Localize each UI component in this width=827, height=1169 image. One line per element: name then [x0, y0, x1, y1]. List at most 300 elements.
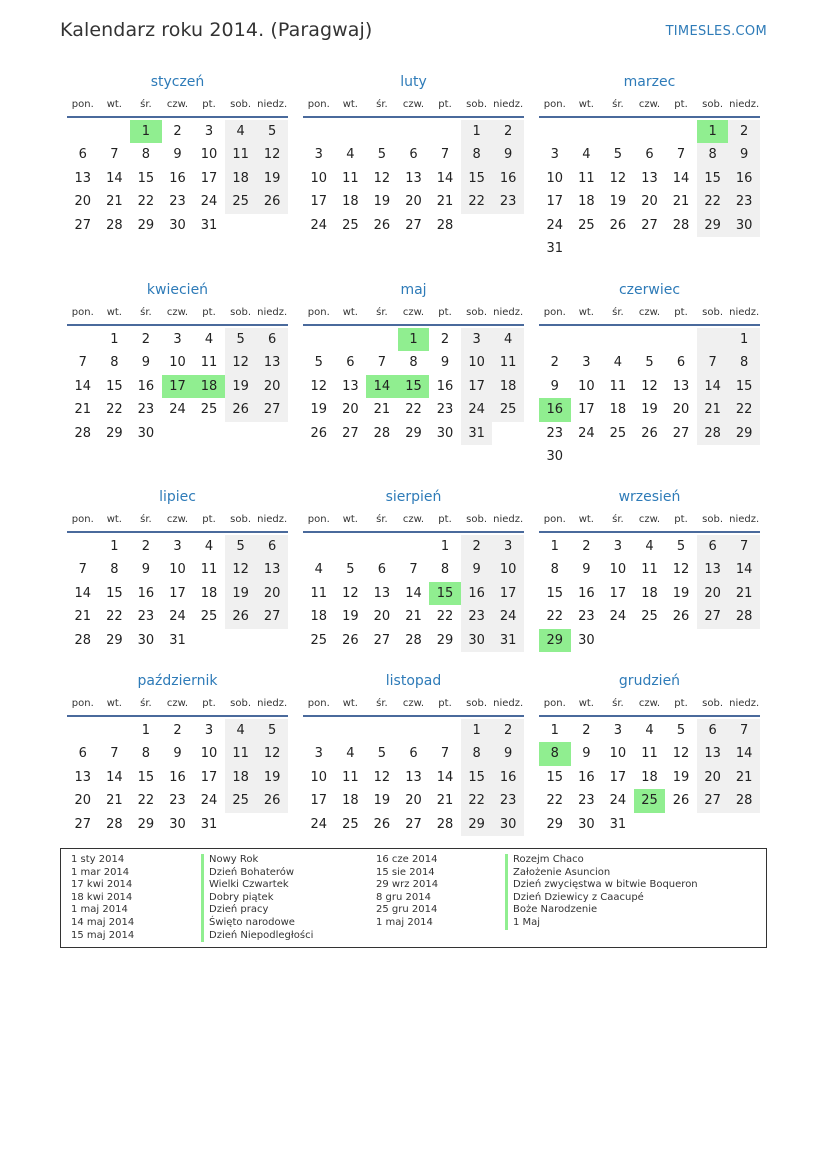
- day-cell: 20: [405, 793, 422, 809]
- day-cell: 14: [672, 170, 690, 186]
- day-cell: 26: [609, 217, 627, 233]
- weekday-label: pt.: [674, 697, 688, 709]
- day-cell: 7: [78, 355, 87, 371]
- day-cell: 22: [546, 793, 564, 809]
- day-cell: 21: [436, 194, 454, 210]
- day-cell: 13: [256, 558, 288, 581]
- legend-dates-left: [71, 854, 134, 942]
- day-cell: 19: [256, 766, 288, 789]
- day-cell: 12: [672, 746, 690, 762]
- day-cell: 17: [546, 194, 564, 210]
- weekday-label: pt.: [438, 513, 452, 525]
- day-cell: 13: [74, 769, 92, 785]
- empty-cell: [67, 328, 99, 351]
- day-cell: 3: [492, 535, 524, 558]
- day-cell: 12: [342, 585, 359, 601]
- weekday-label: niedz.: [257, 306, 288, 318]
- day-cell: 9: [492, 742, 524, 765]
- day-cell: 20: [74, 194, 92, 210]
- day-cell: 15: [398, 375, 430, 398]
- holiday-name: 1 Maj: [505, 917, 698, 930]
- day-cell: 10: [492, 558, 524, 581]
- day-cell: 7: [440, 147, 450, 163]
- day-cell: 4: [204, 539, 214, 554]
- day-cell: 12: [609, 170, 627, 186]
- weekday-label: niedz.: [493, 98, 524, 110]
- day-cell: 8: [728, 351, 760, 374]
- empty-cell: [571, 445, 603, 468]
- day-cell: 7: [110, 147, 119, 163]
- day-cell: 1: [440, 539, 450, 554]
- weekday-label: sob.: [702, 98, 724, 110]
- weekday-label: pt.: [674, 513, 688, 525]
- day-cell: 11: [310, 585, 328, 601]
- day-cell: 8: [539, 742, 571, 765]
- day-cell: 6: [676, 355, 686, 371]
- day-cell: 22: [697, 190, 729, 213]
- weekday-label: pt.: [674, 98, 688, 110]
- weekday-label: wt.: [578, 697, 594, 709]
- month-name: listopad: [385, 673, 442, 689]
- weekday-label: niedz.: [729, 513, 760, 525]
- day-cell: 5: [676, 539, 686, 554]
- brand-link[interactable]: TIMESLES.COM: [665, 24, 767, 39]
- weekday-label: pon.: [71, 697, 94, 709]
- day-cell: 20: [697, 582, 729, 605]
- day-cell: 3: [204, 124, 214, 139]
- day-cell: 22: [546, 609, 564, 625]
- day-cell: 22: [137, 194, 155, 210]
- day-cell: 24: [578, 425, 595, 441]
- empty-cell: [634, 629, 666, 652]
- holiday-name: Nowy Rok: [201, 854, 313, 867]
- day-cell: 7: [110, 746, 119, 762]
- weekday-label: pon.: [307, 306, 330, 318]
- holiday-date: 16 cze 2014: [376, 854, 438, 865]
- day-cell: 2: [141, 332, 151, 347]
- weekday-label: niedz.: [729, 306, 760, 318]
- empty-cell: [366, 535, 398, 558]
- day-cell: 1: [461, 120, 493, 143]
- weekday-label: pon.: [543, 98, 566, 110]
- empty-cell: [571, 328, 603, 351]
- empty-cell: [256, 813, 288, 836]
- day-cell: 9: [492, 143, 524, 166]
- day-cell: 13: [256, 351, 288, 374]
- day-cell: 19: [609, 194, 627, 210]
- holiday-name: Wielki Czwartek: [201, 879, 313, 892]
- weekday-label: czw.: [166, 98, 189, 110]
- day-cell: 25: [342, 217, 359, 233]
- month-block: [67, 671, 288, 836]
- weekday-label: pon.: [543, 306, 566, 318]
- month-block: [303, 671, 524, 836]
- day-cell: 5: [613, 147, 623, 163]
- day-cell: 14: [366, 375, 398, 398]
- empty-cell: [398, 719, 430, 742]
- day-cell: 15: [429, 582, 461, 605]
- month-block: [303, 487, 524, 652]
- weekday-label: sob.: [230, 306, 252, 318]
- weekday-label: śr.: [612, 98, 624, 110]
- day-cell: 28: [436, 217, 454, 233]
- day-cell: 2: [492, 120, 524, 143]
- day-cell: 9: [141, 355, 151, 371]
- month-name: październik: [137, 673, 218, 689]
- day-cell: 24: [169, 402, 186, 418]
- day-cell: 13: [672, 378, 690, 394]
- day-cell: 14: [74, 378, 92, 394]
- empty-cell: [492, 422, 524, 445]
- empty-cell: [634, 445, 666, 468]
- day-cell: 14: [436, 769, 454, 785]
- day-cell: 9: [461, 558, 493, 581]
- day-cell: 20: [641, 194, 658, 210]
- day-cell: 28: [697, 422, 729, 445]
- day-cell: 1: [697, 120, 729, 143]
- day-cell: 11: [225, 143, 257, 166]
- day-grid: [539, 118, 760, 260]
- day-cell: 20: [74, 793, 92, 809]
- month-name: kwiecień: [146, 282, 209, 298]
- weekday-label: śr.: [376, 306, 388, 318]
- day-cell: 30: [169, 217, 186, 233]
- day-cell: 16: [169, 170, 186, 186]
- day-cell: 22: [436, 609, 454, 625]
- day-cell: 12: [672, 562, 690, 578]
- day-cell: 23: [461, 605, 493, 628]
- day-cell: 7: [697, 351, 729, 374]
- day-cell: 31: [200, 217, 218, 233]
- day-cell: 13: [74, 170, 92, 186]
- month-name: sierpień: [385, 489, 442, 505]
- weekday-label: śr.: [376, 513, 388, 525]
- day-cell: 2: [582, 723, 591, 738]
- empty-cell: [571, 120, 603, 143]
- empty-cell: [728, 445, 760, 468]
- empty-cell: [429, 120, 461, 143]
- day-cell: 4: [225, 120, 257, 143]
- day-cell: 21: [728, 582, 760, 605]
- empty-cell: [366, 719, 398, 742]
- day-cell: 8: [461, 143, 493, 166]
- day-cell: 8: [141, 746, 151, 762]
- empty-cell: [665, 813, 697, 836]
- day-cell: 3: [582, 355, 591, 371]
- day-cell: 18: [193, 375, 225, 398]
- day-cell: 11: [641, 746, 658, 762]
- day-cell: 1: [141, 723, 151, 738]
- day-cell: 26: [672, 609, 690, 625]
- day-cell: 8: [550, 562, 559, 578]
- day-cell: 23: [546, 425, 564, 441]
- empty-cell: [665, 237, 697, 260]
- day-cell: 17: [169, 585, 186, 601]
- month-block: [303, 72, 524, 237]
- day-cell: 2: [173, 723, 182, 738]
- day-cell: 3: [314, 147, 323, 163]
- day-cell: 23: [492, 190, 524, 213]
- weekday-label: pt.: [438, 98, 452, 110]
- day-grid: [303, 118, 524, 237]
- day-cell: 5: [676, 723, 686, 738]
- weekday-label: wt.: [342, 697, 358, 709]
- empty-cell: [256, 214, 288, 237]
- day-cell: 6: [346, 355, 355, 371]
- holiday-name: Dzień Dziewicy z Caacupé: [505, 892, 698, 905]
- month-block: [67, 487, 288, 652]
- day-cell: 4: [225, 719, 257, 742]
- day-cell: 30: [578, 816, 595, 832]
- day-cell: 20: [672, 402, 690, 418]
- day-cell: 9: [141, 562, 151, 578]
- day-cell: 17: [162, 375, 194, 398]
- empty-cell: [697, 813, 729, 836]
- day-cell: 17: [609, 769, 627, 785]
- day-cell: 29: [106, 632, 123, 648]
- holiday-name: Dzień Bohaterów: [201, 867, 313, 880]
- day-cell: 22: [106, 402, 123, 418]
- day-cell: 2: [582, 539, 591, 554]
- holiday-date: 1 maj 2014: [71, 904, 128, 916]
- day-cell: 12: [373, 769, 391, 785]
- day-cell: 26: [373, 816, 391, 832]
- day-cell: 26: [672, 793, 690, 809]
- day-cell: 10: [310, 170, 328, 186]
- day-cell: 7: [728, 535, 760, 558]
- empty-cell: [335, 120, 367, 143]
- holiday-name: Dobry piątek: [201, 892, 313, 905]
- day-cell: 2: [440, 332, 450, 347]
- day-grid: [303, 326, 524, 445]
- empty-cell: [602, 445, 634, 468]
- day-cell: 22: [137, 793, 155, 809]
- day-cell: 8: [697, 143, 729, 166]
- holiday-date: 18 kwi 2014: [71, 891, 133, 903]
- weekday-header: [539, 507, 760, 533]
- day-cell: 17: [461, 375, 493, 398]
- day-cell: 24: [609, 609, 627, 625]
- empty-cell: [256, 422, 288, 445]
- weekday-label: pon.: [543, 513, 566, 525]
- day-cell: 5: [346, 562, 355, 578]
- day-cell: 23: [169, 793, 186, 809]
- empty-cell: [99, 120, 131, 143]
- day-cell: 29: [546, 816, 564, 832]
- holiday-name: Dzień pracy: [201, 904, 313, 917]
- empty-cell: [602, 237, 634, 260]
- day-cell: 28: [106, 217, 123, 233]
- day-cell: 30: [436, 425, 454, 441]
- day-cell: 18: [609, 402, 627, 418]
- day-cell: 27: [256, 398, 288, 421]
- day-cell: 23: [137, 402, 155, 418]
- day-cell: 5: [314, 355, 323, 371]
- month-name: grudzień: [618, 673, 681, 689]
- holiday-date: 25 gru 2014: [376, 904, 438, 916]
- day-cell: 17: [200, 769, 218, 785]
- weekday-label: sob.: [702, 513, 724, 525]
- day-cell: 16: [137, 378, 155, 394]
- day-cell: 6: [697, 719, 729, 742]
- day-cell: 6: [697, 535, 729, 558]
- month-name: wrzesień: [618, 489, 681, 505]
- holiday-date: 15 maj 2014: [71, 929, 135, 941]
- empty-cell: [571, 237, 603, 260]
- weekday-header: [67, 92, 288, 118]
- day-cell: 16: [728, 167, 760, 190]
- day-cell: 18: [641, 769, 658, 785]
- day-cell: 10: [200, 746, 218, 762]
- day-cell: 10: [200, 147, 218, 163]
- day-cell: 9: [728, 143, 760, 166]
- weekday-label: sob.: [466, 306, 488, 318]
- day-cell: 17: [578, 402, 595, 418]
- day-cell: 21: [672, 194, 690, 210]
- day-cell: 25: [641, 609, 658, 625]
- day-cell: 26: [373, 217, 391, 233]
- weekday-label: pt.: [438, 697, 452, 709]
- weekday-header: [303, 507, 524, 533]
- day-cell: 23: [137, 609, 155, 625]
- day-cell: 15: [461, 167, 493, 190]
- day-cell: 14: [436, 170, 454, 186]
- day-cell: 29: [137, 217, 155, 233]
- weekday-header: [539, 300, 760, 326]
- day-cell: 5: [225, 535, 257, 558]
- day-cell: 28: [373, 425, 391, 441]
- weekday-label: sob.: [230, 513, 252, 525]
- weekday-header: [539, 691, 760, 717]
- weekday-label: czw.: [402, 513, 425, 525]
- weekday-label: wt.: [106, 306, 122, 318]
- day-cell: 25: [578, 217, 595, 233]
- day-cell: 16: [578, 769, 595, 785]
- day-cell: 15: [137, 769, 155, 785]
- day-cell: 28: [74, 632, 92, 648]
- day-cell: 13: [373, 585, 391, 601]
- day-cell: 23: [436, 402, 454, 418]
- day-cell: 29: [461, 813, 493, 836]
- weekday-label: sob.: [230, 98, 252, 110]
- day-cell: 22: [728, 398, 760, 421]
- weekday-label: śr.: [140, 98, 152, 110]
- day-cell: 19: [256, 167, 288, 190]
- day-cell: 14: [697, 375, 729, 398]
- day-cell: 13: [405, 170, 422, 186]
- day-cell: 1: [110, 332, 119, 347]
- day-cell: 6: [645, 147, 654, 163]
- weekday-label: pon.: [307, 697, 330, 709]
- empty-cell: [492, 214, 524, 237]
- day-cell: 28: [405, 632, 422, 648]
- day-cell: 6: [256, 535, 288, 558]
- day-cell: 23: [578, 609, 595, 625]
- day-cell: 13: [641, 170, 658, 186]
- weekday-label: sob.: [702, 306, 724, 318]
- day-cell: 12: [310, 378, 328, 394]
- legend-names-right: [505, 854, 698, 930]
- weekday-label: czw.: [638, 513, 661, 525]
- day-cell: 3: [550, 147, 559, 163]
- holiday-date: 1 mar 2014: [71, 866, 130, 878]
- weekday-label: czw.: [166, 306, 189, 318]
- day-cell: 9: [173, 746, 182, 762]
- day-cell: 5: [377, 746, 387, 762]
- day-grid: [303, 533, 524, 652]
- day-cell: 5: [256, 120, 288, 143]
- day-grid: [303, 717, 524, 836]
- day-cell: 11: [200, 562, 218, 578]
- weekday-label: wt.: [342, 306, 358, 318]
- day-cell: 8: [461, 742, 493, 765]
- month-name: marzec: [623, 74, 676, 90]
- weekday-label: sob.: [466, 697, 488, 709]
- empty-cell: [193, 422, 225, 445]
- day-cell: 20: [373, 609, 391, 625]
- legend-dates-right: [376, 854, 438, 930]
- day-grid: [539, 326, 760, 468]
- day-cell: 19: [373, 793, 391, 809]
- empty-cell: [162, 422, 194, 445]
- weekday-label: wt.: [578, 306, 594, 318]
- day-cell: 27: [74, 217, 92, 233]
- weekday-label: sob.: [230, 697, 252, 709]
- day-cell: 2: [461, 535, 493, 558]
- day-cell: 21: [728, 766, 760, 789]
- holiday-name: Rozejm Chaco: [505, 854, 698, 867]
- day-cell: 12: [641, 378, 658, 394]
- day-cell: 22: [461, 789, 493, 812]
- day-grid: [67, 326, 288, 445]
- day-cell: 29: [697, 214, 729, 237]
- day-cell: 18: [225, 167, 257, 190]
- day-cell: 16: [461, 582, 493, 605]
- empty-cell: [303, 535, 335, 558]
- weekday-label: czw.: [638, 697, 661, 709]
- day-cell: 3: [204, 723, 214, 738]
- day-cell: 12: [256, 143, 288, 166]
- day-cell: 24: [492, 605, 524, 628]
- weekday-header: [539, 92, 760, 118]
- day-cell: 23: [728, 190, 760, 213]
- day-cell: 30: [461, 629, 493, 652]
- day-cell: 5: [256, 719, 288, 742]
- empty-cell: [303, 120, 335, 143]
- day-cell: 21: [697, 398, 729, 421]
- empty-cell: [461, 214, 493, 237]
- day-cell: 28: [74, 425, 92, 441]
- day-cell: 27: [256, 605, 288, 628]
- weekday-label: wt.: [106, 513, 122, 525]
- day-cell: 10: [578, 378, 595, 394]
- day-grid: [539, 533, 760, 652]
- day-cell: 9: [582, 562, 591, 578]
- weekday-label: śr.: [612, 697, 624, 709]
- weekday-header: [303, 691, 524, 717]
- day-cell: 8: [141, 147, 151, 163]
- weekday-header: [303, 92, 524, 118]
- empty-cell: [728, 813, 760, 836]
- day-cell: 11: [200, 355, 218, 371]
- day-cell: 30: [169, 816, 186, 832]
- day-cell: 25: [634, 789, 666, 812]
- day-cell: 26: [256, 190, 288, 213]
- day-cell: 27: [373, 632, 391, 648]
- empty-cell: [193, 629, 225, 652]
- weekday-label: wt.: [578, 513, 594, 525]
- day-cell: 30: [728, 214, 760, 237]
